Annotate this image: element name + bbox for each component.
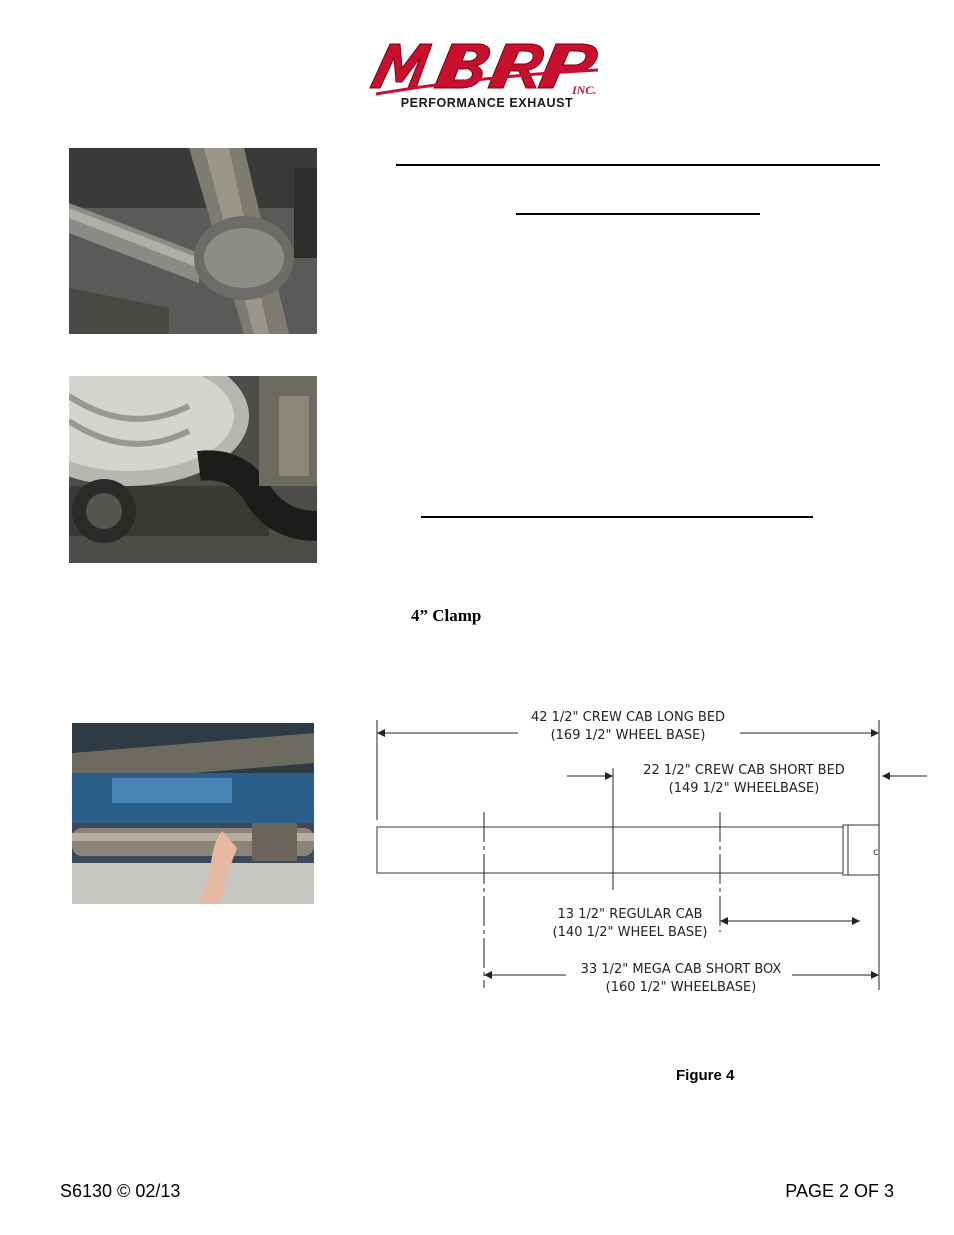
heading-rule-1 [396, 164, 880, 166]
dim-regular-line2: (140 1/2" WHEEL BASE) [552, 925, 708, 940]
footer-page-number: PAGE 2 OF 3 [785, 1181, 894, 1201]
dim-crew-short-line1: 22 1/2" CREW CAB SHORT BED [643, 763, 845, 778]
pipe-coupler-mark: c [873, 847, 879, 858]
mbrp-logo-suffix: INC. [572, 83, 597, 97]
clamp-label: 4” Clamp [411, 606, 482, 625]
tailpipe-near-tire-illustration [69, 376, 317, 563]
dim-crew-long-line1: 42 1/2" CREW CAB LONG BED [530, 710, 726, 725]
tailpipe-near-tire-photo [69, 376, 317, 563]
dim-mega-line1: 33 1/2" MEGA CAB SHORT BOX [580, 962, 782, 977]
dim-crew-short-line2: (149 1/2" WHEELBASE) [668, 781, 820, 796]
exhaust-under-frame-photo [69, 148, 317, 334]
figure-label: Figure 4 [676, 1067, 735, 1084]
pipe-body [377, 827, 843, 873]
pipe-cut-diagram [370, 700, 954, 1000]
exhaust-under-frame-illustration [69, 148, 317, 334]
dim-regular-line1: 13 1/2" REGULAR CAB [557, 907, 703, 922]
heading-rule-2 [516, 213, 760, 215]
logo-tagline: PERFORMANCE EXHAUST [400, 96, 574, 110]
heading-rule-3 [421, 516, 813, 518]
mbrp-logo-mark [370, 44, 598, 94]
dim-mega-line2: (160 1/2" WHEELBASE) [605, 980, 757, 995]
footer-doc-code: S6130 © 02/13 [60, 1181, 181, 1201]
pipe-installation-photo [72, 723, 314, 904]
pipe-installation-illustration [72, 723, 314, 904]
dim-crew-long-line2: (169 1/2" WHEEL BASE) [550, 728, 706, 743]
